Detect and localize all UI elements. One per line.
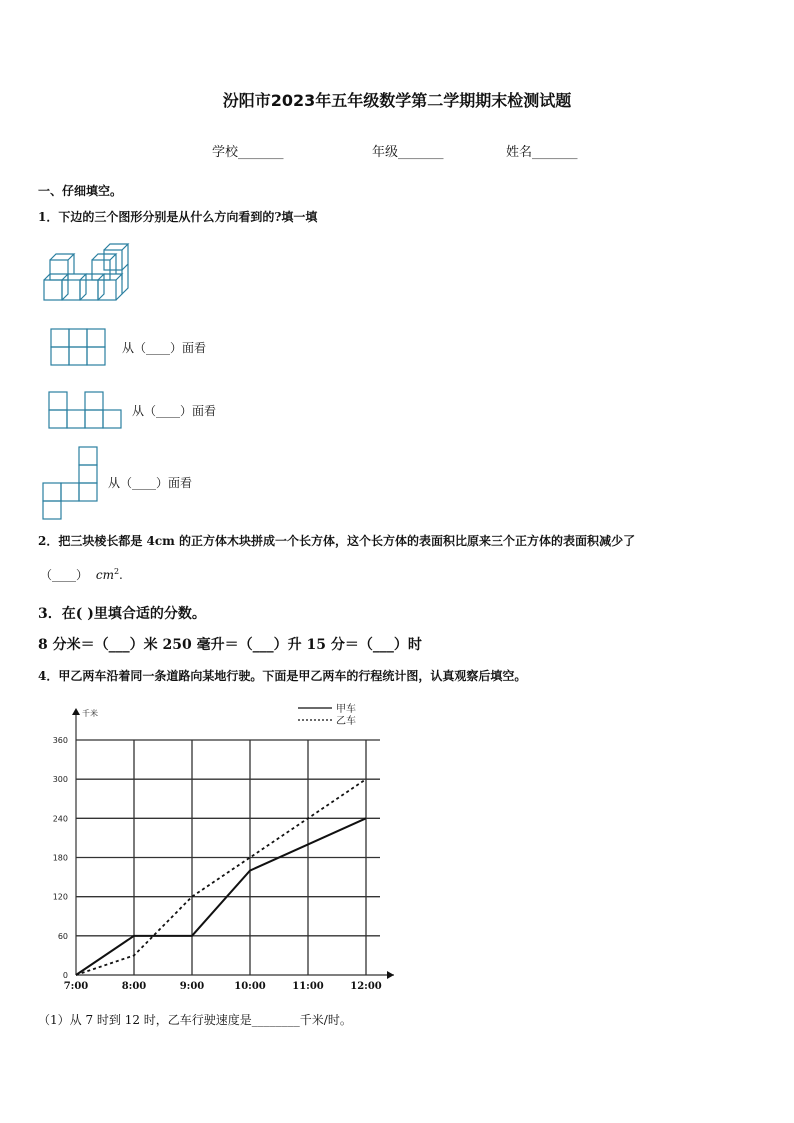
x-tick-label: 7:00: [63, 981, 89, 992]
question-2-unit-exp: 2: [113, 567, 120, 576]
question-3: 3．在( )里填合适的分数。: [38, 606, 206, 622]
school-field[interactable]: 学校_______: [212, 145, 284, 160]
travel-chart: [40, 700, 420, 1000]
x-tick-label: 8:00: [121, 981, 147, 992]
legend-label-1: 甲车: [336, 704, 356, 715]
question-2: 2．把三块棱长都是 4cm 的正方体木块拼成一个长方体，这个长方体的表面积比原来三个正方体的表面积减少了: [38, 534, 636, 548]
section-heading: 一、仔细填空。: [38, 184, 123, 198]
x-tick-label: 9:00: [179, 981, 205, 992]
y-tick-label: 360: [52, 736, 68, 745]
x-tick-label: 11:00: [292, 981, 324, 992]
question-4: 4．甲乙两车沿着同一条道路向某地行驶。下面是甲乙两车的行程统计图，认真观察后填空。: [38, 669, 527, 683]
question-2-end: .: [119, 568, 123, 582]
y-axis-arrow: [72, 708, 80, 715]
view-1-answer[interactable]: 从（____）面看: [122, 341, 207, 355]
y-tick-label: 180: [52, 853, 68, 863]
y-tick-label: 240: [52, 814, 68, 824]
cube-stack-figure: [42, 244, 132, 304]
y-tick-label: 120: [52, 892, 68, 902]
x-axis-arrow: [387, 971, 394, 979]
view-2-answer[interactable]: 从（____）面看: [132, 404, 217, 418]
view-figure-2: [48, 391, 124, 429]
page-title: 汾阳市2023年五年级数学第二学期期末检测试题: [222, 91, 572, 110]
y-tick-label: 0: [62, 971, 68, 980]
question-4-sub-1[interactable]: （1）从 7 时到 12 时，乙车行驶速度是________千米/时。: [38, 1013, 352, 1027]
grade-field[interactable]: 年级_______: [372, 145, 444, 160]
view-figure-1: [50, 328, 108, 366]
x-tick-label: 10:00: [234, 981, 266, 992]
question-3-line[interactable]: 8 分米＝（___）米 250 毫升＝（___）升 15 分＝（___）时: [38, 637, 422, 653]
y-tick-label: 60: [57, 931, 68, 941]
x-tick-label: 12:00: [350, 981, 382, 992]
question-2-unit: cm: [95, 568, 114, 582]
question-1: 1．下边的三个图形分别是从什么方向看到的?填一填: [38, 210, 318, 224]
y-axis-label: 千米: [82, 709, 98, 718]
cube-stack-drawing: [44, 244, 128, 300]
y-tick-label: 300: [52, 775, 68, 785]
view-figure-3: [42, 446, 100, 520]
name-field[interactable]: 姓名_______: [506, 145, 578, 160]
view-3-answer[interactable]: 从（____）面看: [108, 476, 193, 490]
question-2-answer[interactable]: （____）: [40, 568, 89, 582]
legend-label-2: 乙车: [336, 716, 356, 727]
